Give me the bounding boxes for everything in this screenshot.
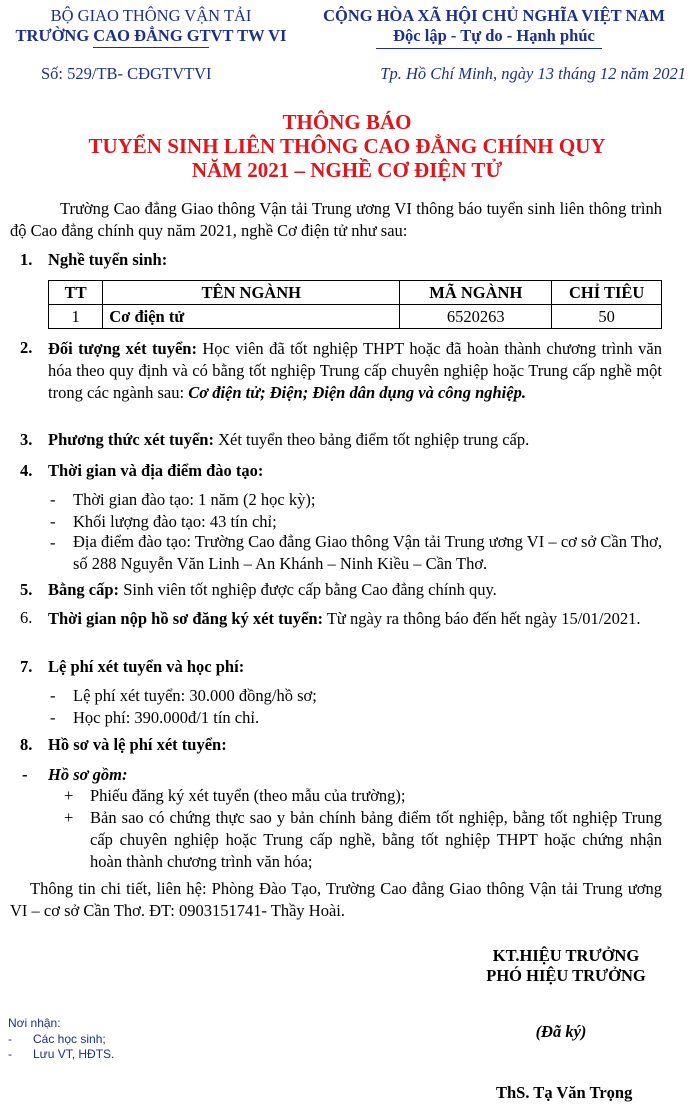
signer-name: ThS. Tạ Văn Trọng — [496, 1083, 633, 1102]
signature-title: KT.HIỆU TRƯỞNG — [492, 946, 640, 965]
list-item: Phiếu đăng ký xét tuyển (theo mẫu của trường); — [90, 786, 406, 805]
signature-role: PHÓ HIỆU TRƯỞNG — [486, 966, 646, 985]
list-item: Học phí: 390.000đ/1 tín chỉ. — [73, 708, 260, 727]
list-item: Lệ phí xét tuyển: 30.000 đồng/hồ sơ; — [73, 686, 317, 705]
section-6-number: 6. — [20, 608, 33, 627]
republic-name: CỘNG HÒA XÃ HỘI CHỦ NGHĨA VIỆT NAM — [323, 6, 665, 25]
contact-text: Thông tin chi tiết, liên hệ: Phòng Đào Tạo, Trường Cao đẳng Giao thông Vận tải Trung ương VI – cơ sở Cần Thơ. ĐT: 0903151741- Thầy Hoài. — [10, 879, 662, 920]
table-row — [49, 305, 662, 329]
section-5-number: 5. — [20, 580, 33, 599]
recipient-item: Lưu VT, HĐTS. — [33, 1047, 115, 1061]
section-4-number: 4. — [20, 461, 33, 480]
section-8-heading: Hồ sơ và lệ phí xét tuyển: — [48, 735, 227, 754]
section-2-emphasis: Cơ điện tử; Điện; Điện dân dụng và công nghiệp. — [188, 383, 526, 402]
dash-bullet: - — [50, 533, 56, 552]
list-item: Thời gian đào tạo: 1 năm (2 học kỳ); — [73, 490, 316, 509]
section-6-heading: Thời gian nộp hồ sơ đăng ký xét tuyển: — [48, 609, 324, 628]
ministry-name: BỘ GIAO THÔNG VẬN TẢI — [50, 6, 252, 25]
contact-paragraph — [10, 878, 662, 922]
notice-subtitle-year: NĂM 2021 – NGHỀ CƠ ĐIỆN TỬ — [191, 158, 503, 182]
intro-text: Trường Cao đẳng Giao thông Vận tải Trung ương VI thông báo tuyển sinh liên thông trình độ Cao đẳng chính quy năm 2021, nghề Cơ điện tử như sau: — [10, 199, 662, 240]
school-name-underline — [93, 47, 209, 48]
section-8-number: 8. — [20, 735, 33, 754]
list-item: Địa điểm đào tạo: Trường Cao đẳng Giao thông Vận tải Trung ương VI – cơ sở Cần Thơ, số 288 Nguyễn Văn Linh – An Khánh – Ninh Kiều – Cần Thơ. — [73, 532, 662, 573]
motto-underline — [376, 48, 602, 49]
table-header: MÃ NGÀNH — [400, 281, 552, 305]
table-header-row — [49, 281, 662, 305]
place-and-date: Tp. Hồ Chí Minh, ngày 13 tháng 12 năm 2021 — [380, 64, 686, 83]
table-header: TÊN NGÀNH — [103, 281, 400, 305]
dash-bullet: - — [50, 708, 56, 727]
recipients-label: Nơi nhận: — [8, 1016, 61, 1030]
plus-bullet: + — [64, 786, 74, 805]
section-7-number: 7. — [20, 657, 33, 676]
section-3-body — [48, 430, 529, 450]
dash-bullet: - — [50, 686, 56, 705]
programs-table — [48, 280, 662, 329]
school-name: TRƯỜNG CAO ĐẲNG GTVT TW VI — [15, 26, 287, 45]
section-6-body — [48, 608, 662, 630]
documents-subheading: Hồ sơ gồm: — [48, 765, 128, 784]
section-2-heading: Đối tượng xét tuyển: — [48, 339, 197, 358]
section-6-text: Từ ngày ra thông báo đến hết ngày 15/01/2021. — [323, 609, 641, 628]
section-7-heading: Lệ phí xét tuyển và học phí: — [48, 657, 245, 676]
recipient-item: Các học sinh; — [33, 1032, 106, 1046]
plus-bullet: + — [64, 808, 74, 827]
national-motto: Độc lập - Tự do - Hạnh phúc — [393, 26, 595, 45]
section-5-heading: Bằng cấp: — [48, 580, 120, 599]
intro-paragraph — [10, 198, 662, 242]
table-cell: Cơ điện tử — [103, 305, 400, 329]
section-2-text: Học viên đã tốt nghiệp THPT hoặc đã hoàn thành chương trình văn hóa theo quy định và có bằng tốt nghiệp Trung cấp chuyên nghiệp hoặc Trung cấp nghề một trong các ngành sau: — [48, 339, 662, 402]
recipient-dash: - — [8, 1047, 12, 1061]
section-3-number: 3. — [20, 430, 33, 449]
dash-bullet: - — [22, 765, 28, 784]
signed-mark: (Đã ký) — [535, 1022, 587, 1041]
dash-bullet: - — [50, 490, 56, 509]
document-number: Số: 529/TB- CĐGTVTVI — [41, 64, 212, 83]
notice-title: THÔNG BÁO — [282, 110, 412, 134]
table-cell: 6520263 — [400, 305, 552, 329]
notice-subtitle: TUYỂN SINH LIÊN THÔNG CAO ĐẲNG CHÍNH QUY — [88, 134, 606, 158]
section-2-number: 2. — [20, 338, 33, 357]
list-item: Bản sao có chứng thực sao y bản chính bảng điểm tốt nghiệp, bằng tốt nghiệp Trung cấp chuyên nghiệp hoặc Trung cấp nghề, bằng tốt nghiệp THPT hoặc chứng nhận hoàn thành chương trình văn hóa; — [90, 808, 662, 871]
list-item: Khối lượng đào tạo: 43 tín chỉ; — [73, 512, 277, 531]
table-header: CHỈ TIÊU — [552, 281, 662, 305]
section-5-body — [48, 580, 497, 600]
section-5-text: Sinh viên tốt nghiệp được cấp bằng Cao đẳng chính quy. — [119, 580, 497, 599]
section-3-heading: Phương thức xét tuyển: — [48, 430, 214, 449]
section-2-body — [48, 338, 662, 404]
section-1-number: 1. — [20, 250, 33, 269]
table-cell: 1 — [49, 305, 103, 329]
table-cell: 50 — [552, 305, 662, 329]
dash-bullet: - — [50, 512, 56, 531]
section-4-heading: Thời gian và địa điểm đào tạo: — [48, 461, 264, 480]
section-3-text: Xét tuyển theo bảng điểm tốt nghiệp trung cấp. — [213, 430, 530, 449]
recipient-dash: - — [8, 1032, 12, 1046]
table-header: TT — [49, 281, 103, 305]
section-1-heading: Nghề tuyển sinh: — [48, 250, 168, 269]
